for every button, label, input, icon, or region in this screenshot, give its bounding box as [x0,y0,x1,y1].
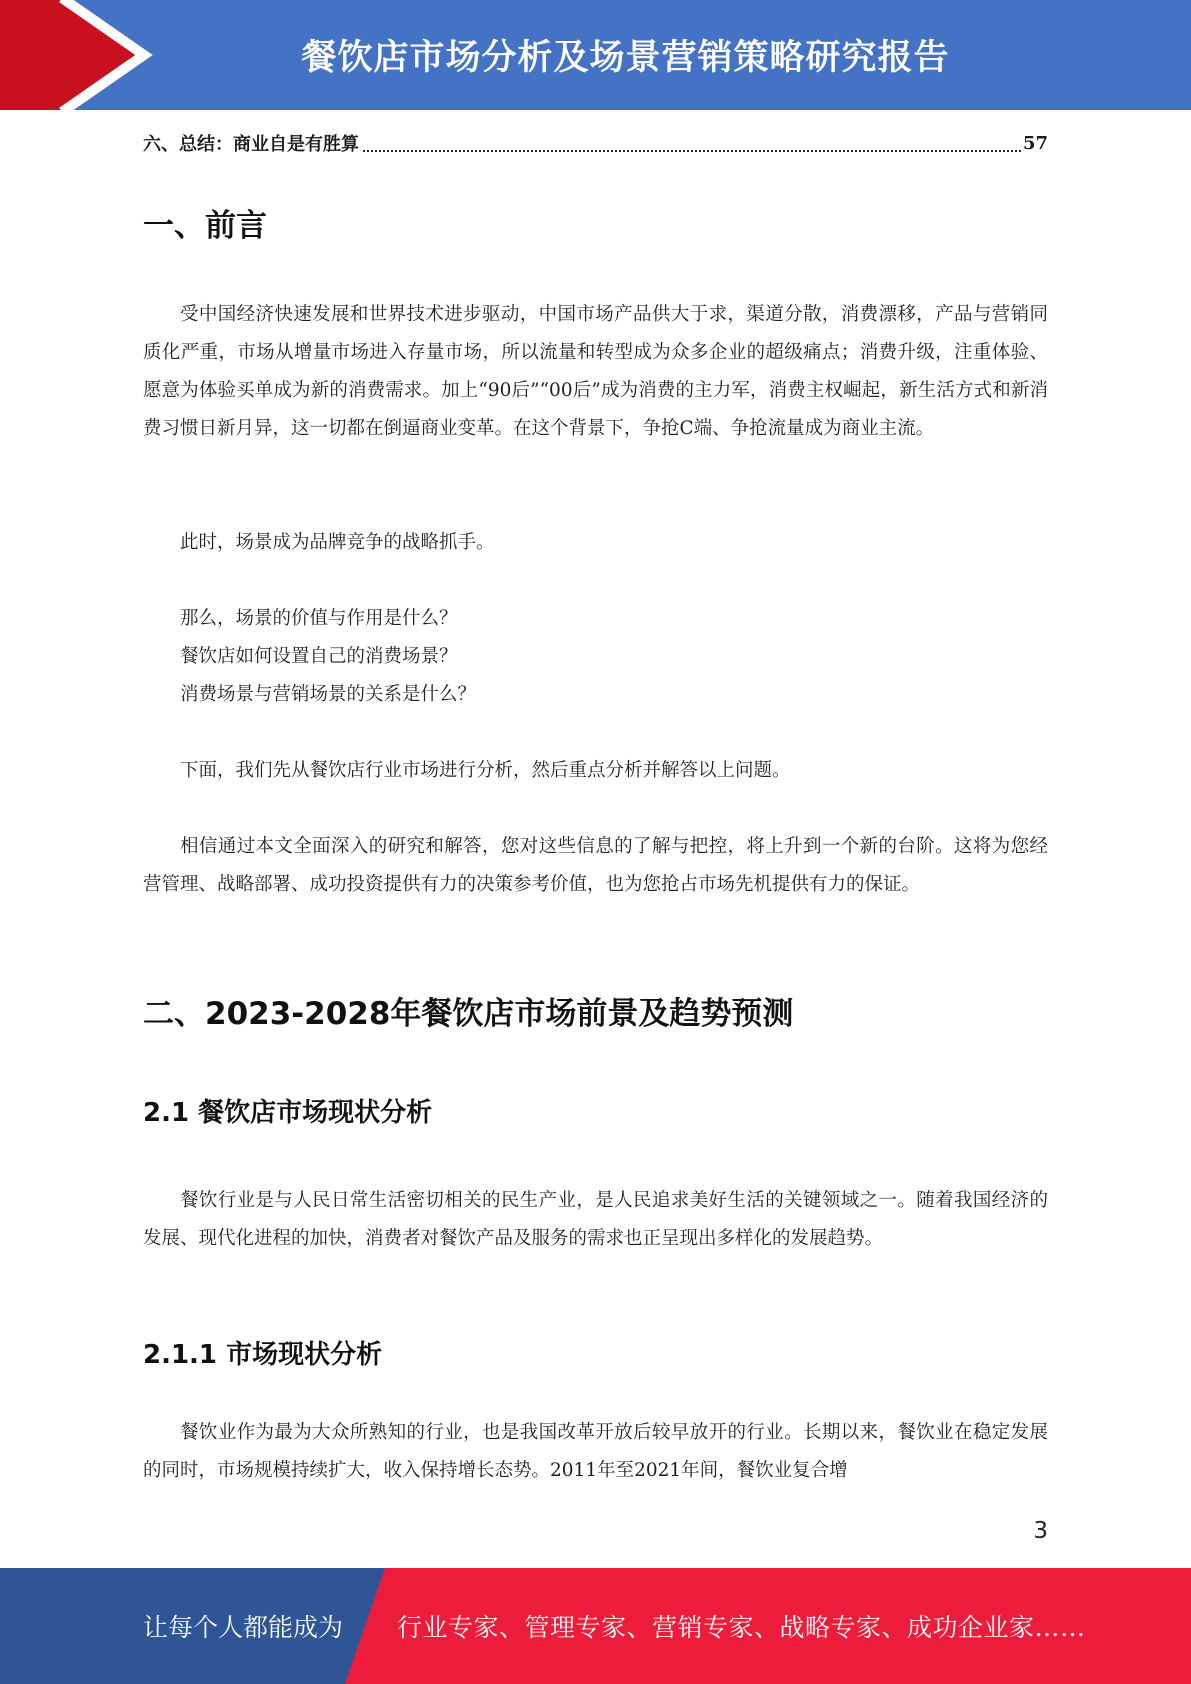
question-line: 那么，场景的价值与作用是什么？ [180,608,458,629]
footer-slogan-right: 行业专家、管理专家、营销专家、战略专家、成功企业家…… [397,1613,1086,1642]
paragraph: 餐饮行业是与人民日常生活密切相关的民生产业，是人民追求美好生活的关键领域之一。随着我国经济的发展、现代化进程的加快，消费者对餐饮产品及服务的需求也正呈现出多样化的发展趋势。 [143,1190,1048,1249]
paragraph: 受中国经济快速发展和世界技术进步驱动，中国市场产品供大于求，渠道分散，消费漂移，产品与营销同质化严重，市场从增量市场进入存量市场，所以流量和转型成为众多企业的超级痛点；消费升级，注重体验、愿意为体验买单成为新的消费需求。加上“90后”“00后”成为消费的主力军，消费主权崛起，新生活方式和新消费习惯日新月异，这一切都在倒逼商业变革。在这个背景下，争抢C端、争抢流量成为商业主流。 [143,304,1048,439]
subsection-heading: 2.1 餐饮店市场现状分析 [143,1098,433,1128]
toc-leader-dots [363,134,1021,152]
document-title: 餐饮店市场分析及场景营销策略研究报告 [301,38,950,78]
paragraph: 餐饮业作为最为大众所熟知的行业，也是我国改革开放后较早放开的行业。长期以来，餐饮业在稳定发展的同时，市场规模持续扩大，收入保持增长态势。2011年至2021年间，餐饮业复合增 [143,1422,1048,1481]
section-heading-forecast: 二、2023-2028年餐饮店市场前景及趋势预测 [143,996,794,1032]
paragraph: 此时，场景成为品牌竞争的战略抓手。 [180,532,495,553]
paragraph: 相信通过本文全面深入的研究和解答，您对这些信息的了解与把控，将上升到一个新的台阶。这将为您经营管理、战略部署、成功投资提供有力的决策参考价值，也为您抢占市场先机提供有力的保证。 [143,836,1048,895]
question-line: 餐饮店如何设置自己的消费场景？ [180,646,458,667]
question-line: 消费场景与营销场景的关系是什么？ [180,684,477,705]
chevron-logo-icon [0,0,160,110]
toc-entry[interactable] [143,128,1048,158]
header-band [0,0,1191,110]
toc-entry-page: 57 [1022,132,1048,154]
section-heading-preface: 一、前言 [143,208,267,244]
toc-entry-label: 六、总结：商业自是有胜算 [143,134,359,155]
footer-band [0,1568,1191,1684]
page-number: 3 [1033,1518,1048,1544]
footer-slogan-left: 让每个人都能成为 [143,1613,344,1642]
paragraph: 下面，我们先从餐饮店行业市场进行分析，然后重点分析并解答以上问题。 [180,760,791,781]
subsection-heading: 2.1.1 市场现状分析 [143,1340,383,1370]
